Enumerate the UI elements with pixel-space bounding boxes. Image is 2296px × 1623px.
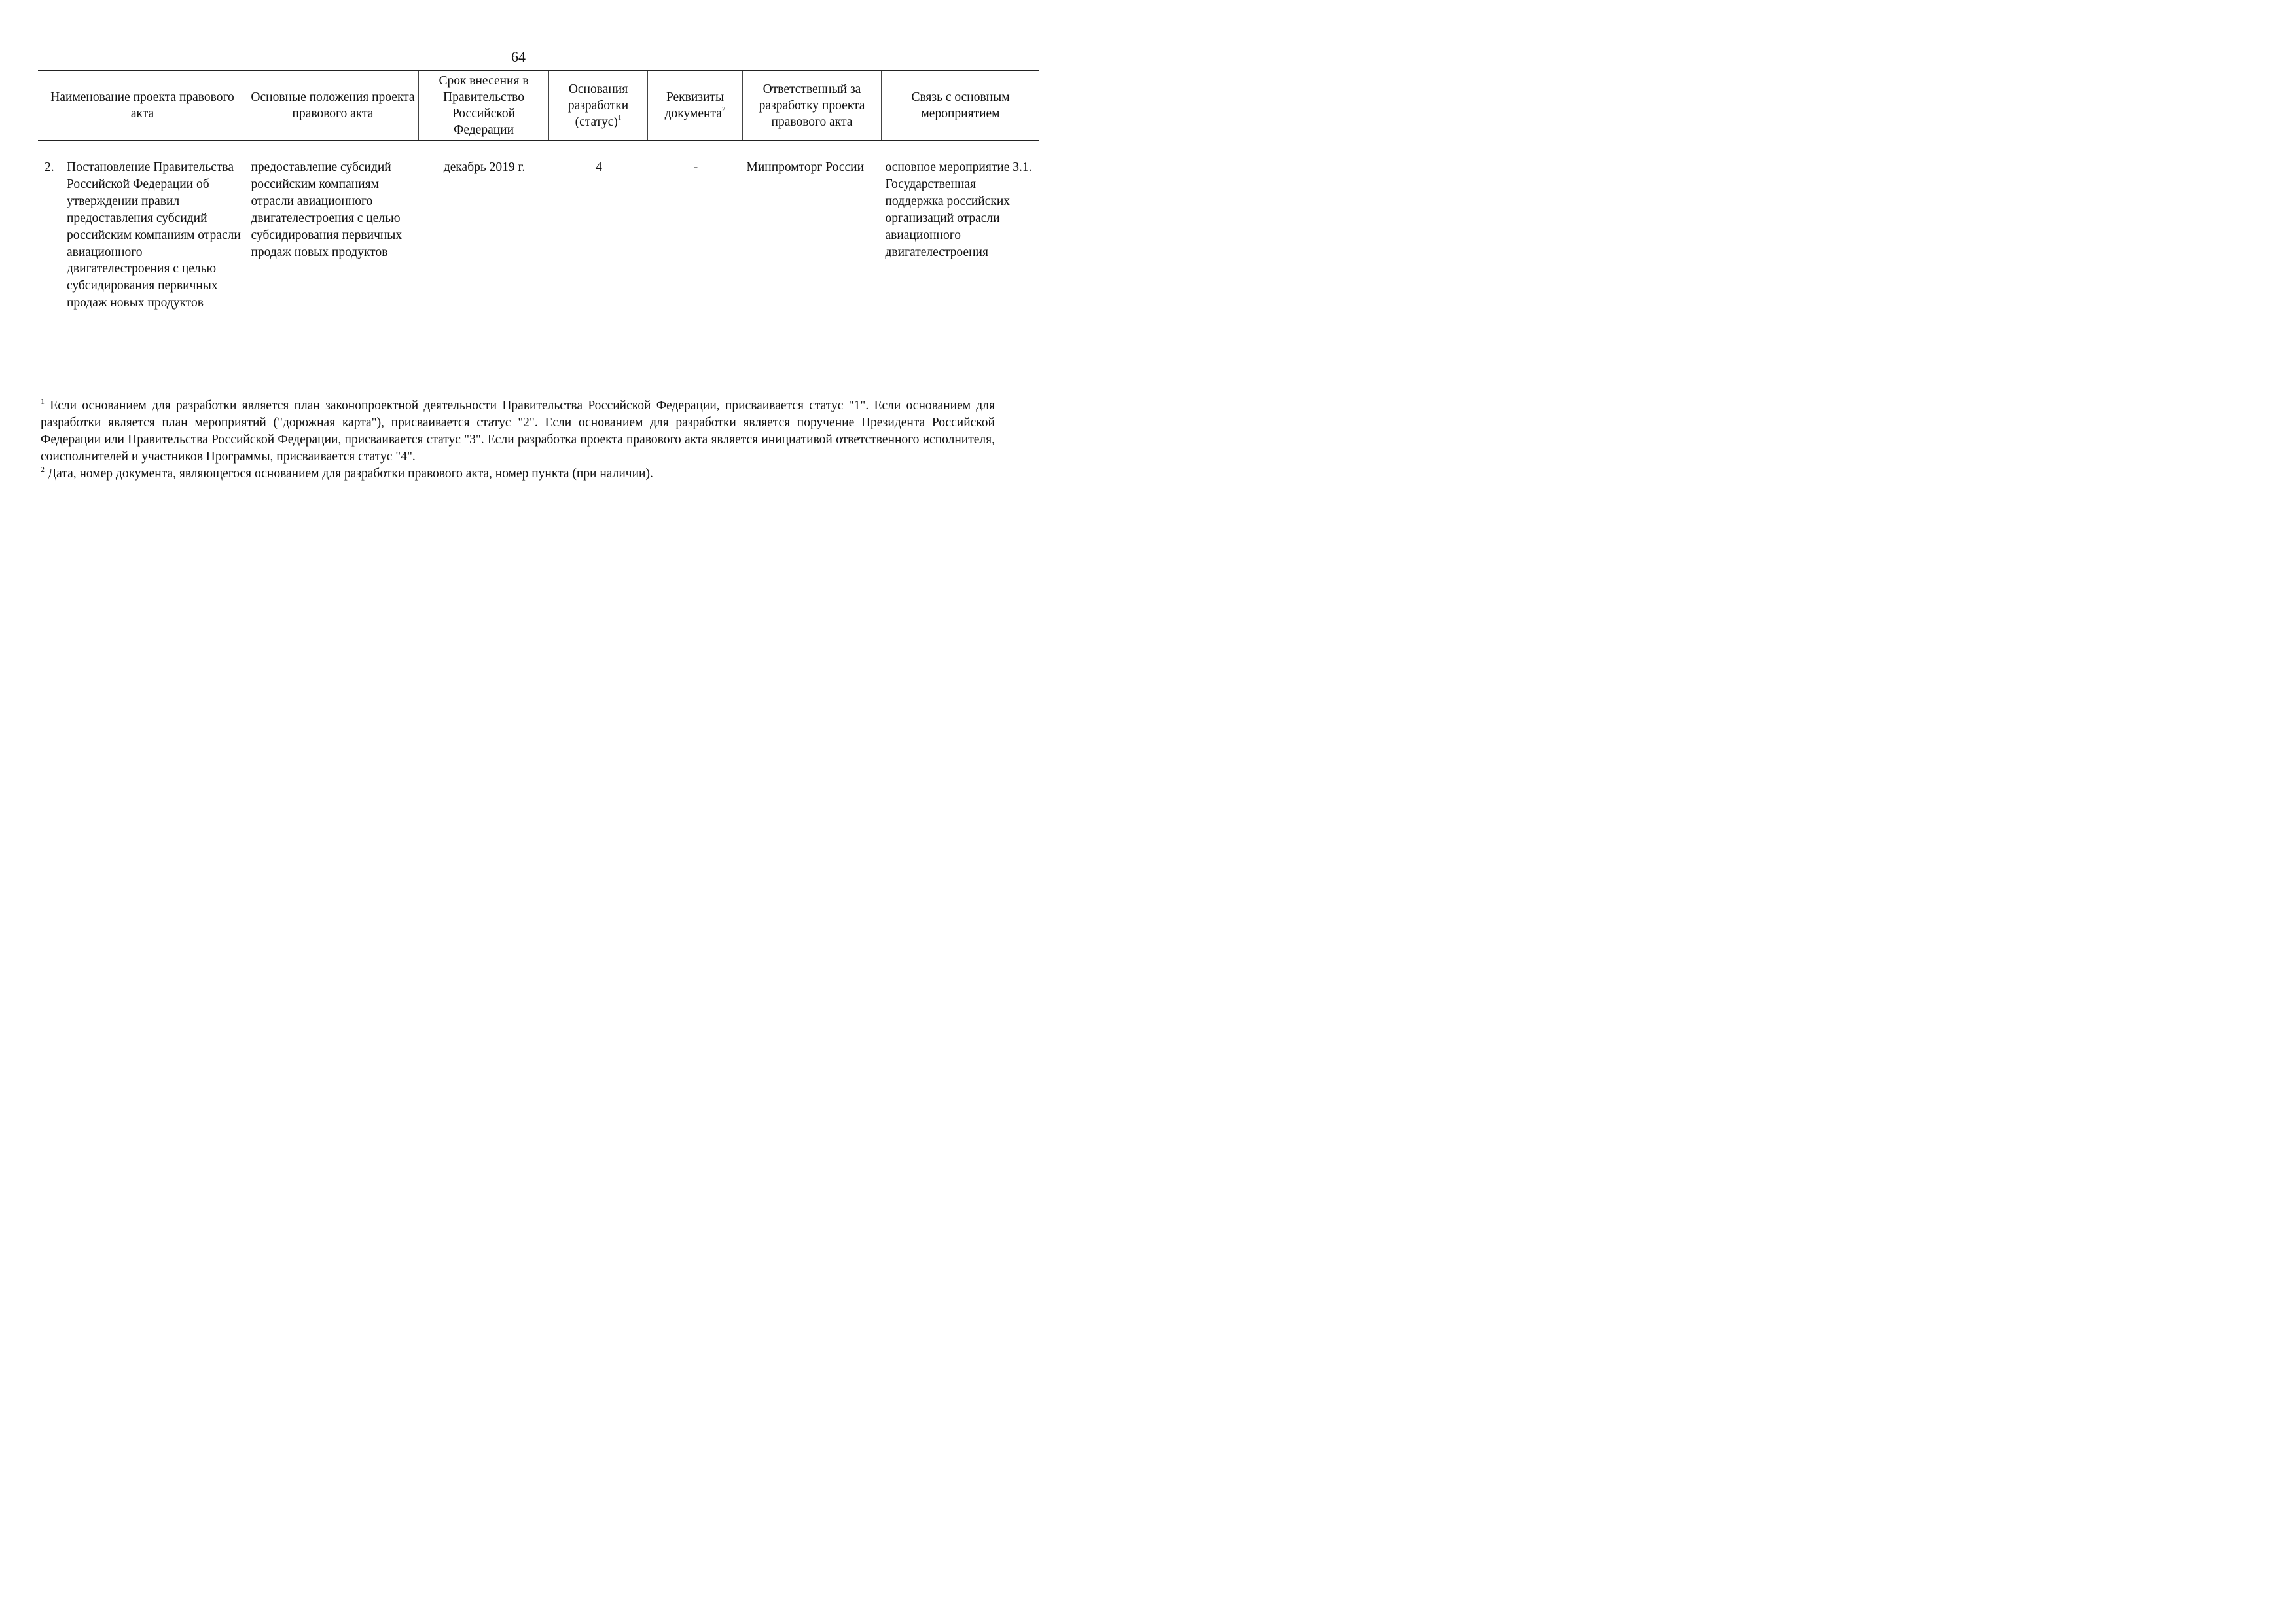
- legal-acts-table: [38, 70, 1039, 312]
- act-name-text: Постановление Правительства Российской Федерации об утверждении правил предоставления субсидий российским компаниям отрасли авиационного двигателестроения с целью субсидирования первичных продаж новых продуктов: [67, 160, 241, 310]
- header-link-to-activity: Связь с основным мероприятием: [882, 71, 1040, 141]
- cell-document-requisites: -: [693, 160, 698, 174]
- header-document-requisites: Реквизиты документа$^2$: [648, 71, 743, 141]
- footnote-mark: 2: [41, 465, 45, 474]
- table-header-row: [38, 71, 1039, 141]
- cell-act-name: [38, 141, 247, 312]
- footnotes: [41, 397, 995, 483]
- header-submission-deadline: Срок внесения в Правительство Российской Федерации: [419, 71, 549, 141]
- footnote-ref-2: 2: [721, 105, 726, 113]
- footnote-text: Если основанием для разработки является план законопроектной деятельности Правительства Российской Федерации, присваивается статус "1". Если основанием для разработки является план мероприятий ("дорожная карта"), присваивается статус "2". Если основанием для разработки является поручение Президента Российской Федерации или Правительства Российской Федерации, присваивается статус "3". Если разработка проекта правового акта является инициативой ответственного исполнителя, соисполнителей и участников Программы, присваивается статус "4".: [41, 399, 996, 464]
- cell-submission-deadline: декабрь 2019 г.: [443, 160, 526, 174]
- cell-grounds-status: 4: [596, 160, 602, 174]
- header-act-name: Наименование проекта правового акта: [38, 71, 247, 141]
- footnote-1: [41, 397, 995, 465]
- footnote-mark: 1: [41, 397, 45, 406]
- footnote-2: [41, 465, 995, 483]
- cell-link-to-activity: основное мероприятие 3.1. Государственная поддержка российских организаций отрасли авиационного двигателестроения: [885, 160, 1032, 259]
- legal-acts-table-container: [38, 70, 1032, 312]
- row-number: 2.: [45, 160, 54, 174]
- table-row: [38, 141, 1039, 312]
- page-number: 64: [511, 48, 526, 65]
- header-responsible: Ответственный за разработку проекта правового акта: [743, 71, 882, 141]
- cell-responsible: Минпромторг России: [746, 160, 865, 174]
- footnote-ref-1: 1: [617, 113, 622, 122]
- header-main-provisions: Основные положения проекта правового акта: [247, 71, 419, 141]
- header-grounds-status: Основания разработки (статус)$^1$: [549, 71, 648, 141]
- cell-main-provisions: предоставление субсидий российским компаниям отрасли авиационного двигателестроения с целью субсидирования первичных продаж новых продуктов: [251, 160, 403, 259]
- footnote-text: Дата, номер документа, являющегося основанием для разработки правового акта, номер пункта (при наличии).: [47, 467, 653, 481]
